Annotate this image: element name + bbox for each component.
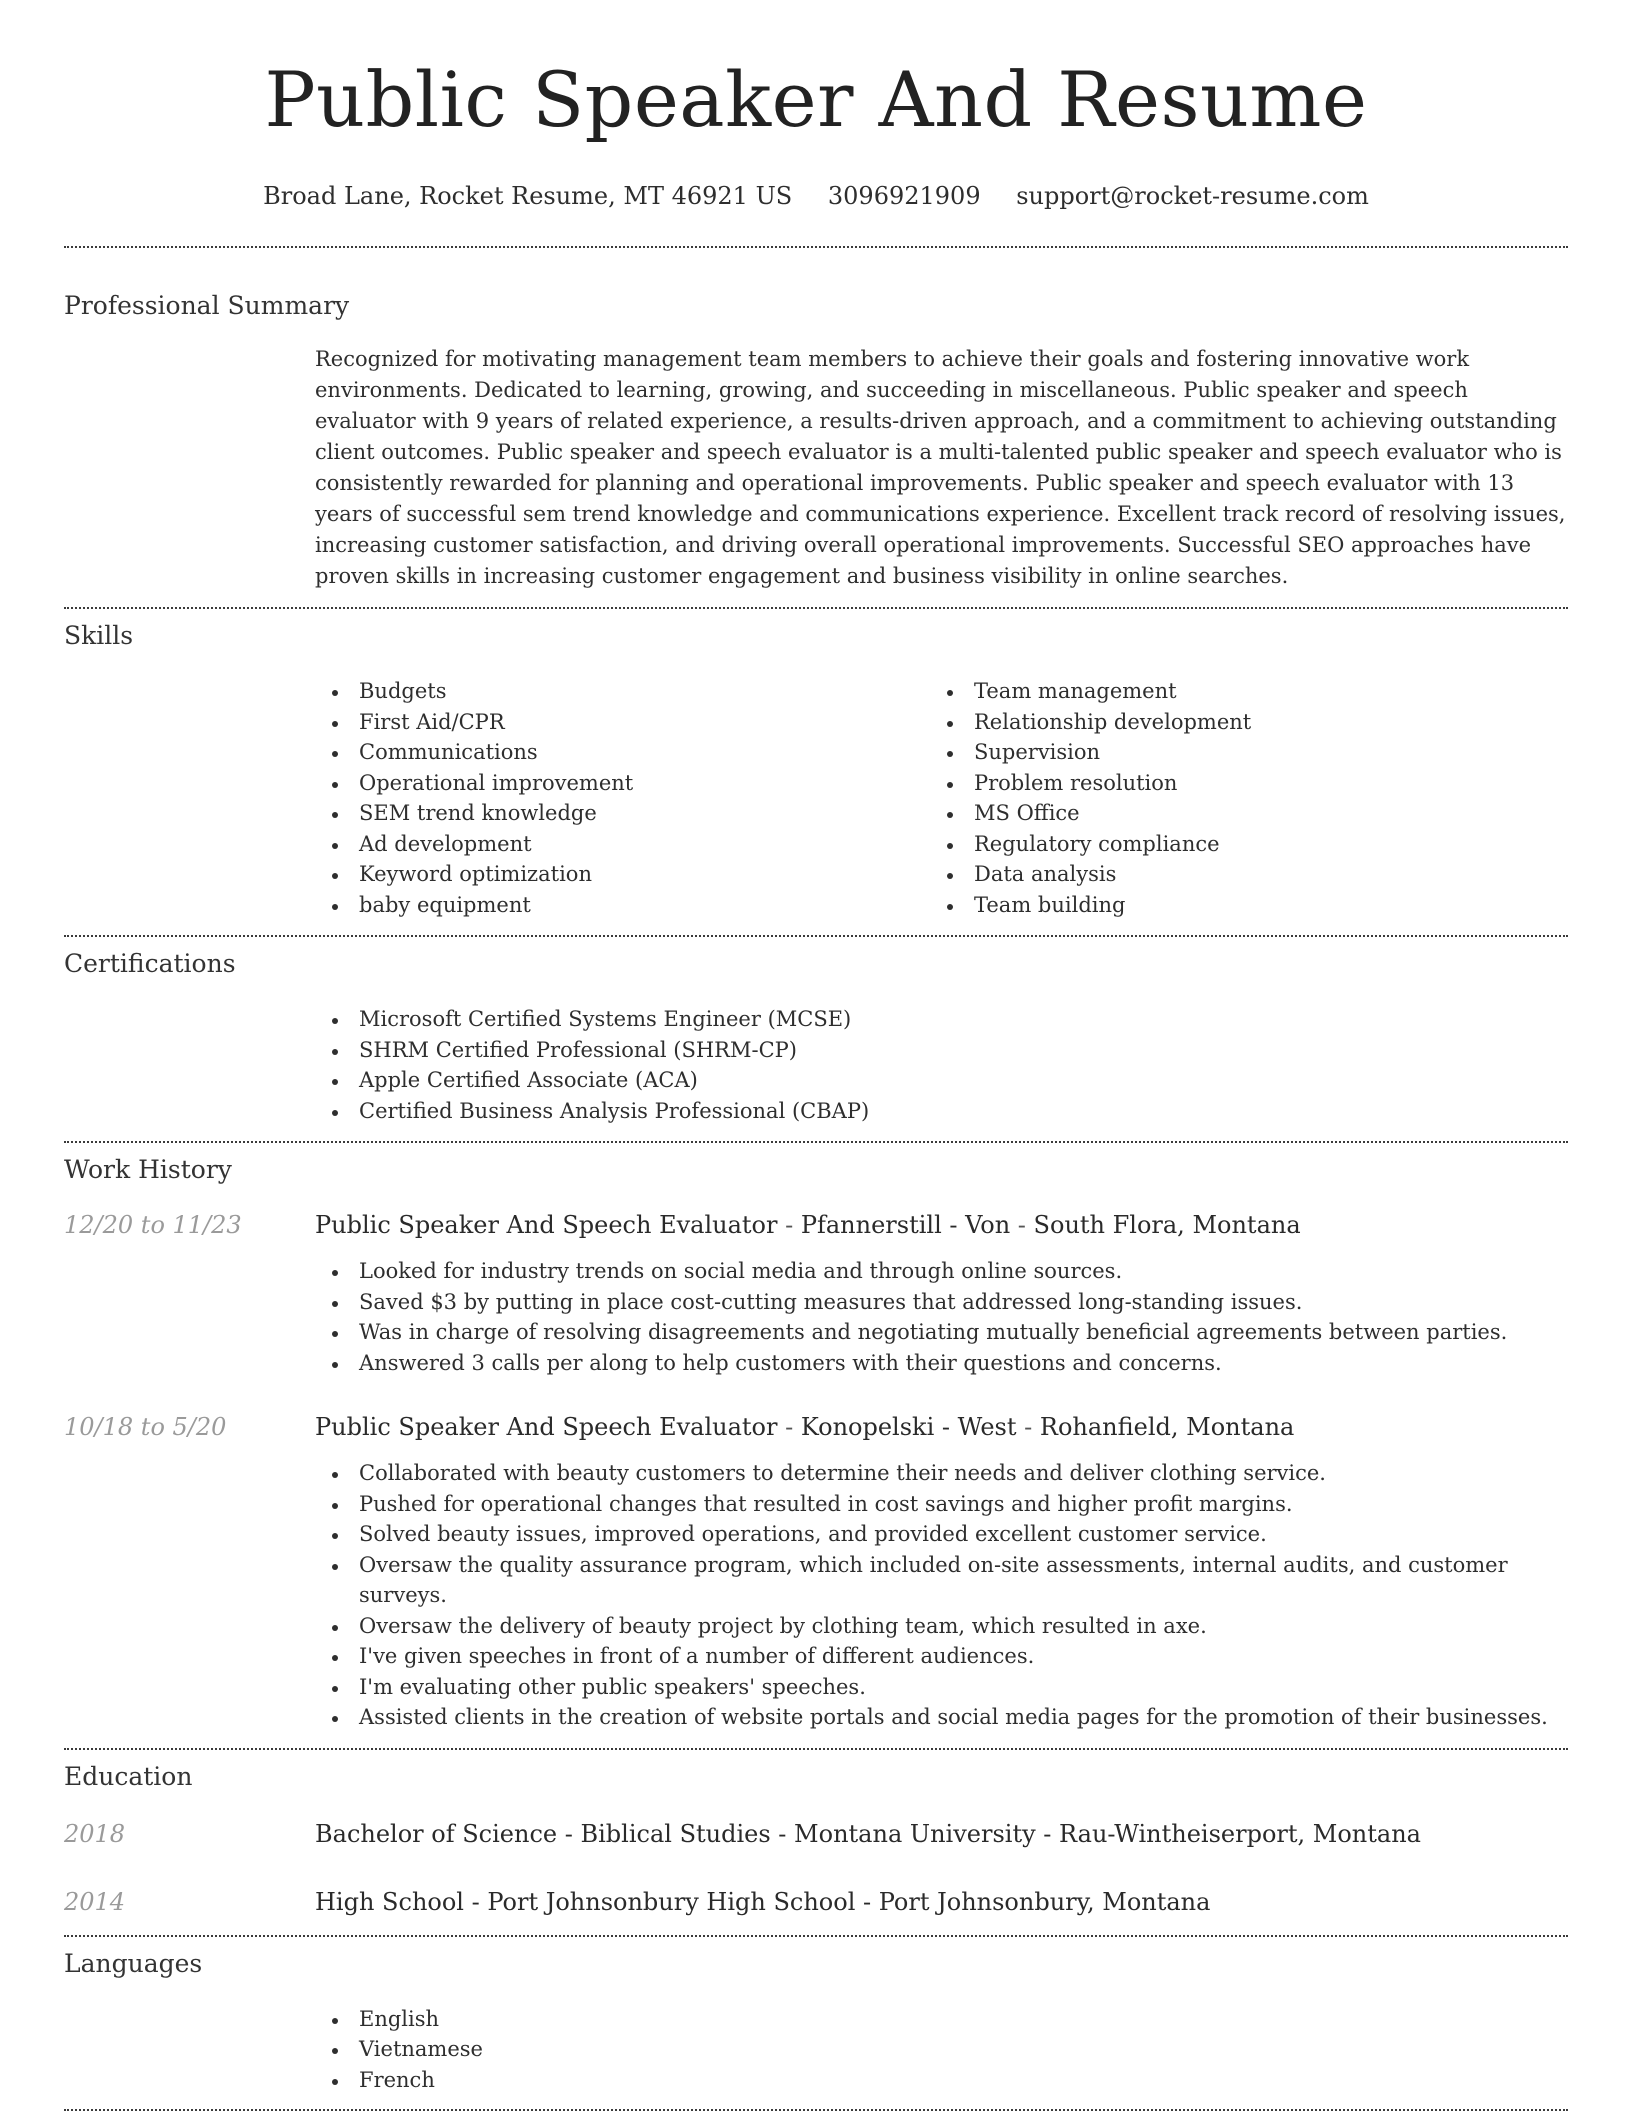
divider: [64, 1748, 1568, 1750]
education-school: Port Johnsonbury High School: [487, 1887, 856, 1916]
phone: 3096921909: [827, 182, 981, 210]
education-year: 2018: [64, 1819, 126, 1848]
education-line: High School - Port Johnsonbury High School - Port Johnsonbury, Montana: [315, 1887, 1211, 1916]
job-bullet: Solved beauty issues, improved operations, and provided excellent customer service.: [315, 1519, 1568, 1550]
section-title-summary: Professional Summary: [64, 291, 350, 320]
skills-column-right: [930, 676, 1545, 920]
job-bullet: Answered 3 calls per along to help customers with their questions and concerns.: [315, 1348, 1568, 1379]
divider: [64, 1141, 1568, 1143]
job-role: Public Speaker And Speech Evaluator: [315, 1413, 778, 1441]
job-bullets: [315, 1256, 1568, 1378]
education-field: Biblical Studies: [580, 1819, 771, 1848]
skill-item: baby equipment: [315, 890, 930, 921]
education-degree: Bachelor of Science: [315, 1819, 558, 1848]
certification-item: SHRM Certified Professional (SHRM-CP): [315, 1035, 1568, 1066]
language-item: English: [315, 2004, 1568, 2035]
skill-item: Supervision: [930, 737, 1545, 768]
job-dates: 12/20 to 11/23: [64, 1211, 242, 1239]
certifications-list: [315, 1004, 1568, 1126]
skill-item: Communications: [315, 737, 930, 768]
job-bullet: Assisted clients in the creation of website portals and social media pages for the promotion of their businesses.: [315, 1702, 1568, 1733]
skill-item: Budgets: [315, 676, 930, 707]
divider: [64, 2109, 1568, 2111]
job-bullet: I'm evaluating other public speakers' speeches.: [315, 1672, 1568, 1703]
summary-section: [64, 291, 1568, 592]
job-bullets: [315, 1458, 1568, 1733]
job-header: [64, 1210, 1568, 1240]
skill-item: SEM trend knowledge: [315, 798, 930, 829]
job-company: Pfannerstill - Von: [800, 1211, 1011, 1239]
job-header: [64, 1412, 1568, 1442]
education-entry: [64, 1819, 1568, 1849]
skill-item: Team management: [930, 676, 1545, 707]
education-line: Bachelor of Science - Biblical Studies - Montana University - Rau-Wintheiserport, Montana: [315, 1819, 1421, 1848]
job-title-line: Public Speaker And Speech Evaluator - Pfannerstill - Von - South Flora, Montana: [315, 1211, 1301, 1239]
contact-line: [64, 182, 1568, 210]
skill-item: Problem resolution: [930, 768, 1545, 799]
job-entry: [64, 1412, 1568, 1733]
candidate-name: Public Speaker And Resume: [264, 55, 1368, 144]
job-company: Konopelski - West: [800, 1413, 1017, 1441]
job-location: Rohanfield, Montana: [1039, 1413, 1295, 1441]
skill-item: Regulatory compliance: [930, 829, 1545, 860]
job-title-line: Public Speaker And Speech Evaluator - Konopelski - West - Rohanfield, Montana: [315, 1413, 1295, 1441]
job-bullet: Was in charge of resolving disagreements and negotiating mutually beneficial agreements between parties.: [315, 1317, 1568, 1348]
job-bullet: Saved $3 by putting in place cost-cutting measures that addressed long-standing issues.: [315, 1287, 1568, 1318]
language-item: French: [315, 2065, 1568, 2096]
job-entry: [64, 1210, 1568, 1378]
education-section: [64, 1762, 1568, 1917]
education-school: Montana University: [794, 1819, 1036, 1848]
job-dates: 10/18 to 5/20: [64, 1413, 227, 1441]
skills-list: [315, 676, 1568, 920]
address: Broad Lane, Rocket Resume, MT 46921 US: [263, 182, 793, 210]
skill-item: Operational improvement: [315, 768, 930, 799]
resume-page: [64, 0, 1568, 2111]
section-title-languages: Languages: [64, 1948, 203, 1978]
job-bullet: Oversaw the delivery of beauty project by clothing team, which resulted in axe.: [315, 1611, 1568, 1642]
email: support@rocket-resume.com: [1016, 182, 1369, 210]
section-title-education: Education: [64, 1761, 193, 1791]
skill-item: Keyword optimization: [315, 859, 930, 890]
certification-item: Apple Certified Associate (ACA): [315, 1065, 1568, 1096]
job-bullet: Pushed for operational changes that resulted in cost savings and higher profit margins.: [315, 1489, 1568, 1520]
job-location: South Flora, Montana: [1033, 1211, 1301, 1239]
skills-section: [64, 621, 1568, 920]
languages-list: [315, 2004, 1568, 2096]
certification-item: Microsoft Certified Systems Engineer (MCSE): [315, 1004, 1568, 1035]
divider: [64, 935, 1568, 937]
job-bullet: Oversaw the quality assurance program, which included on-site assessments, internal audits, and customer surveys.: [315, 1550, 1568, 1611]
job-bullet: Looked for industry trends on social media and through online sources.: [315, 1256, 1568, 1287]
languages-section: [64, 1949, 1568, 2096]
skill-item: Team building: [930, 890, 1545, 921]
work-history-section: [64, 1155, 1568, 1733]
certifications-section: [64, 949, 1568, 1126]
education-location: Port Johnsonbury, Montana: [878, 1887, 1211, 1916]
skill-item: Relationship development: [930, 707, 1545, 738]
education-degree: High School: [315, 1887, 464, 1916]
section-title-skills: Skills: [64, 621, 134, 650]
section-title-certifications: Certifications: [64, 949, 236, 978]
education-entry: [64, 1887, 1568, 1917]
divider: [64, 607, 1568, 609]
skill-item: MS Office: [930, 798, 1545, 829]
education-year: 2014: [64, 1887, 126, 1916]
divider: [64, 246, 1568, 248]
section-title-work: Work History: [64, 1155, 232, 1184]
divider: [64, 1935, 1568, 1937]
skill-item: Ad development: [315, 829, 930, 860]
language-item: Vietnamese: [315, 2034, 1568, 2065]
skill-item: First Aid/CPR: [315, 707, 930, 738]
job-bullet: I've given speeches in front of a number of different audiences.: [315, 1641, 1568, 1672]
education-location: Rau-Wintheiserport, Montana: [1059, 1819, 1421, 1848]
job-role: Public Speaker And Speech Evaluator: [315, 1211, 778, 1239]
certification-item: Certified Business Analysis Professional (CBAP): [315, 1096, 1568, 1127]
summary-text: Recognized for motivating management team members to achieve their goals and fostering innovative work environments. Dedicated to learning, growing, and succeeding in miscellaneous. Public speaker and speech evaluator with 9 years of related experience, a results-driven approach, and a commitment to achieving outstanding client outcomes. Public speaker and speech evaluator is a multi-talented public speaker and speech evaluator who is consistently rewarded for planning and operational improvements. Public speaker and speech evaluator with 13 years of successful sem trend knowledge and communications experience. Excellent track record of resolving issues, increasing customer satisfaction, and driving overall operational improvements. Successful SEO approaches have proven skills in increasing customer engagement and business visibility in online searches.: [315, 347, 1566, 588]
skill-item: Data analysis: [930, 859, 1545, 890]
job-bullet: Collaborated with beauty customers to determine their needs and deliver clothing service.: [315, 1458, 1568, 1489]
skills-column-left: [315, 676, 930, 920]
